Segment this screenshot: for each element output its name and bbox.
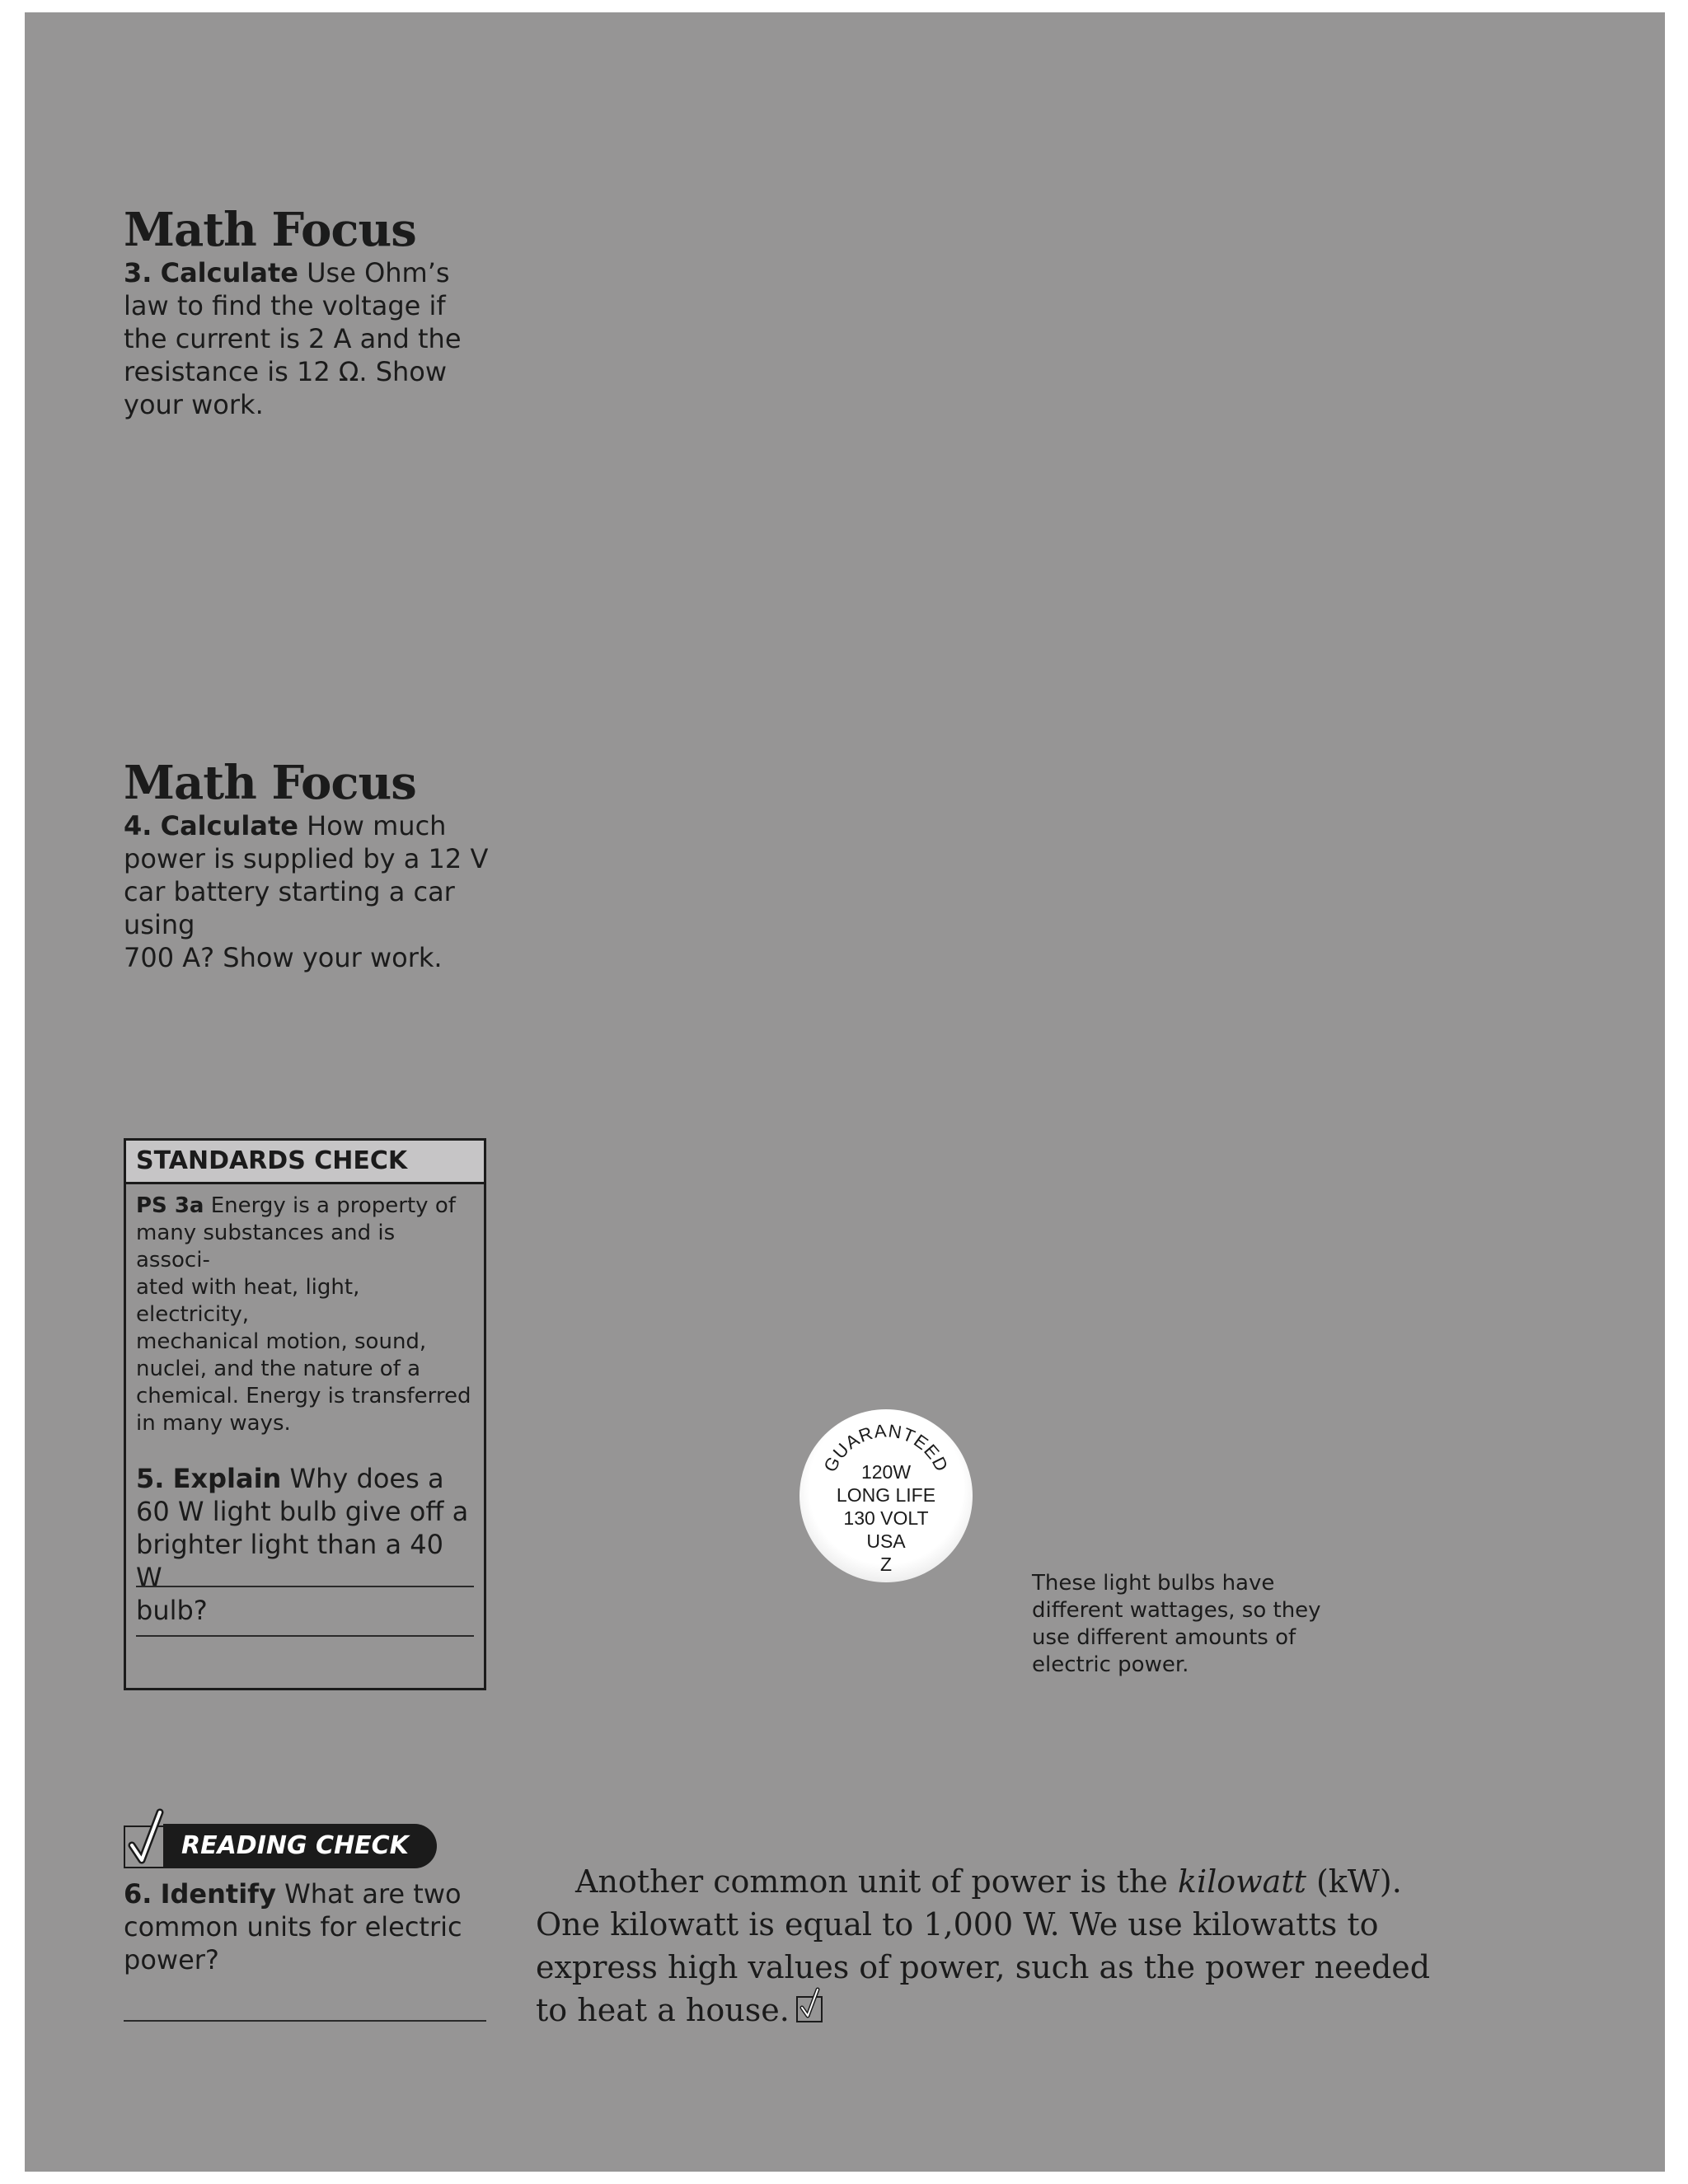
standard-text: mechanical motion, sound, [136, 1329, 427, 1354]
question-text: common units for electric [124, 1911, 462, 1943]
question-6 [124, 1877, 519, 1976]
question-verb: Identify [160, 1878, 276, 1910]
standard-text: ated with heat, light, electricity, [136, 1275, 360, 1327]
caption-text: use different amounts of [1032, 1625, 1296, 1650]
body-text: One kilowatt is equal to 1,000 W. We use kilowatts to [536, 1906, 1379, 1943]
question-text: Use Ohm’s [307, 257, 450, 288]
answer-line[interactable] [136, 1635, 474, 1637]
body-text: (kW). [1315, 1863, 1402, 1900]
body-paragraph [536, 1860, 1475, 2032]
question-verb: Explain [172, 1463, 282, 1494]
bulb-label [799, 1460, 973, 1576]
question-text: bulb? [136, 1595, 208, 1626]
standards-statement [126, 1184, 484, 1437]
reading-check-icon [796, 1996, 823, 2022]
question-4 [124, 809, 519, 974]
question-text: How much [307, 810, 447, 841]
body-text: to heat a house. [536, 1992, 790, 2028]
image-caption [1032, 1570, 1329, 1679]
reading-check-label: READING CHECK [163, 1824, 437, 1868]
standard-text: chemical. Energy is transferred [136, 1384, 471, 1408]
bulb-text: USA [866, 1530, 906, 1552]
question-verb: Calculate [160, 257, 298, 288]
question-text: law to find the voltage if [124, 290, 446, 321]
question-text: car battery starting a car using [124, 876, 455, 940]
question-number: 5. [136, 1463, 165, 1494]
caption-text: different wattages, so they [1032, 1598, 1321, 1623]
bulb-arc-label: GUARANTEED [819, 1420, 953, 1475]
question-5 [126, 1437, 484, 1627]
question-verb: Calculate [160, 810, 298, 841]
caption-text: These light bulbs have [1032, 1571, 1275, 1596]
body-emphasis: kilowatt [1177, 1863, 1306, 1900]
standards-check-header: STANDARDS CHECK [126, 1141, 484, 1184]
question-text: the current is 2 A and the [124, 323, 462, 354]
standard-text: nuclei, and the nature of a [136, 1357, 421, 1381]
body-text: express high values of power, such as the power needed [536, 1949, 1431, 1985]
caption-text: electric power. [1032, 1652, 1189, 1677]
reading-check-question [124, 1877, 519, 1976]
bulb-voltage: 130 VOLT [843, 1507, 929, 1529]
standard-text: Energy is a property of [210, 1193, 456, 1218]
math-focus-4 [124, 757, 519, 974]
standard-text: in many ways. [136, 1411, 291, 1436]
bulb-wattage: 120W [860, 1461, 912, 1483]
answer-line[interactable] [124, 2020, 486, 2022]
question-text: What are two [284, 1878, 462, 1910]
question-number: 6. [124, 1878, 152, 1910]
question-text: 60 W light bulb give off a [136, 1496, 469, 1527]
question-text: brighter light than a 40 W [136, 1529, 443, 1593]
question-text: power is supplied by a 12 V [124, 843, 489, 874]
math-focus-title: Math Focus [124, 203, 416, 257]
standard-text: many substances and is associ- [136, 1221, 396, 1272]
question-3 [124, 256, 519, 421]
math-focus-title: Math Focus [124, 756, 416, 810]
bulb-text: Z [879, 1554, 893, 1575]
question-number: 4. [124, 810, 152, 841]
question-text: Why does a [289, 1463, 444, 1494]
standard-code: PS 3a [136, 1193, 204, 1218]
bulb-text: LONG LIFE [836, 1484, 936, 1506]
light-bulb-image [799, 1409, 973, 1582]
standards-check-box [124, 1138, 486, 1690]
workbook-page [25, 12, 1665, 2172]
question-text: resistance is 12 Ω. Show [124, 356, 448, 387]
question-text: your work. [124, 389, 264, 420]
math-focus-3 [124, 204, 519, 421]
checkbox-icon [124, 1825, 166, 1868]
question-text: power? [124, 1944, 219, 1975]
body-text: Another common unit of power is the [575, 1863, 1168, 1900]
reading-check-badge [124, 1824, 437, 1868]
answer-line[interactable] [136, 1586, 474, 1587]
question-number: 3. [124, 257, 152, 288]
question-text: 700 A? Show your work. [124, 942, 443, 973]
